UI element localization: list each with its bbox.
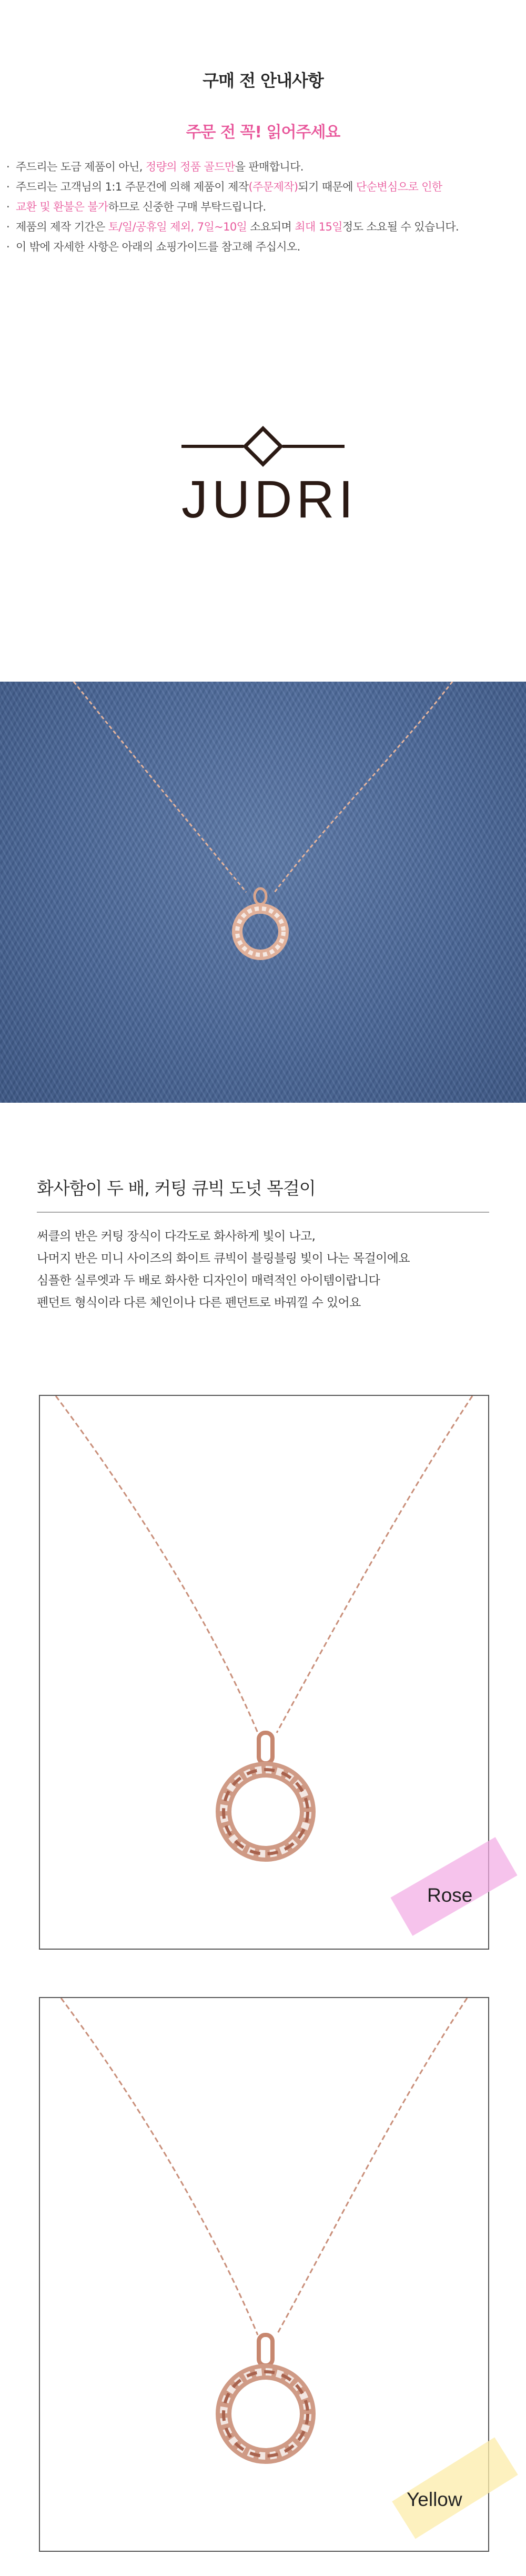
notice-title: 구매 전 안내사항 [203,71,323,91]
variant-photo-rose [39,1395,489,1950]
diamond-logo-icon [181,425,345,473]
notice-text: 소요되며 [247,221,295,233]
description-line: 펜던트 형식이라 다른 체인이나 다른 펜던트로 바꿔낄 수 있어요 [37,1296,361,1310]
description-line: 써클의 반은 커팅 장식이 다각도로 화사하게 빛이 나고, [37,1230,316,1243]
description-line: 심플한 실루엣과 두 배로 화사한 디자인이 매력적인 아이템이랍니다 [37,1274,380,1287]
description-line: 나머지 반은 미니 사이즈의 화이트 큐빅이 블링블링 빛이 나는 목걸이에요 [37,1252,410,1265]
notice-text: 정도 소요될 수 있습니다. [342,221,459,233]
notice-text: 을 판매합니다. [235,161,304,173]
variant-label-yellow: Yellow [407,2489,462,2510]
notice-item [5,157,521,177]
product-description [37,1225,500,1314]
notice-text: 제품의 제작 기간은 [16,221,108,233]
title-divider [37,1212,489,1213]
notice-text: 이 밖에 자세한 사항은 아래의 쇼핑가이드를 참고해 주십시오. [16,241,300,253]
brand-logo [181,425,358,531]
notice-list [5,157,521,257]
product-photo-knit [0,682,526,1103]
notice-subtitle: 주문 전 꼭! 읽어주세요 [186,123,340,142]
notice-text: 주드리는 고객님의 1:1 주문건에 의해 제품이 제작 [16,181,249,193]
logo-wordmark: JUDRI [181,470,358,529]
notice-highlight: (주문제작) [248,181,298,193]
notice-highlight: 최대 15일 [295,221,342,233]
notice-text: 주드리는 도금 제품이 아닌, [16,161,146,173]
product-title: 화사함이 두 배, 커팅 큐빅 도넛 목걸이 [37,1178,316,1199]
notice-highlight: 정량의 정품 골드만 [145,161,235,173]
notice-item [5,197,521,217]
notice-item [5,217,521,237]
notice-highlight: 토/일/공휴일 제외, 7일~10일 [108,221,247,233]
notice-highlight: 교환 및 환불은 불가 [16,201,108,213]
variant-label-rose: Rose [427,1884,473,1906]
notice-item [5,237,521,257]
notice-text: 하므로 신중한 구매 부탁드립니다. [108,201,266,213]
notice-item [5,177,521,197]
variant-photo-yellow [39,1997,489,2552]
notice-text: 되기 때문에 [298,181,357,193]
notice-highlight: 단순변심으로 인한 [356,181,442,193]
